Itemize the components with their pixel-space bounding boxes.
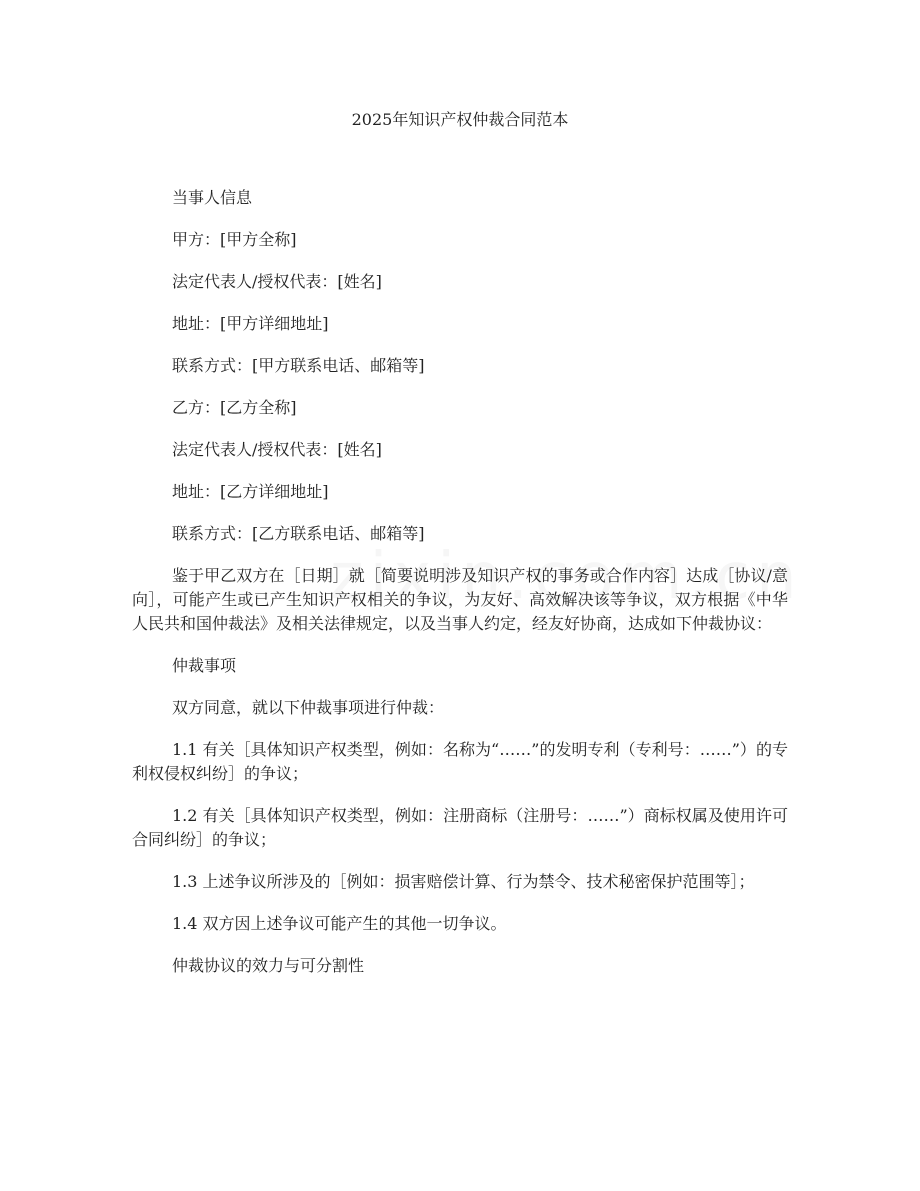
party-b-contact: 联系方式：[乙方联系电话、邮箱等] [172,524,425,543]
party-b-name: 乙方：[乙方全称] [172,398,297,417]
party-b-address: 地址：[乙方详细地址] [172,482,329,501]
party-a-contact: 联系方式：[甲方联系电话、邮箱等] [172,356,425,375]
section-heading-validity: 仲裁协议的效力与可分割性 [172,956,365,975]
clause-1-2: 1.2 有关［具体知识产权类型，例如：注册商标（注册号：……”）商标权属及使用许可合同纠纷］的争议； [132,806,788,849]
document-body [132,186,788,996]
clause-1-1: 1.1 有关［具体知识产权类型，例如：名称为“……”的发明专利（专利号：……”）的专利权侵权纠纷］的争议； [132,740,788,783]
party-a-representative: 法定代表人/授权代表：[姓名] [172,272,382,291]
party-a-address: 地址：[甲方详细地址] [172,314,329,333]
arbitration-intro: 双方同意，就以下仲裁事项进行仲裁： [172,698,445,717]
section-heading-parties: 当事人信息 [172,188,253,207]
document-title: 2025年知识产权仲裁合同范本 [351,110,569,129]
party-a-name: 甲方：[甲方全称] [172,230,297,249]
clause-1-3: 1.3 上述争议所涉及的［例如：损害赔偿计算、行为禁令、技术秘密保护范围等］； [172,872,755,891]
section-heading-arbitration-matters: 仲裁事项 [172,656,237,675]
clause-1-4: 1.4 双方因上述争议可能产生的其他一切争议。 [172,914,507,933]
preamble-paragraph: 鉴于甲乙双方在［日期］就［简要说明涉及知识产权的事务或合作内容］达成［协议/意向］，可能产生或已产生知识产权相关的争议，为友好、高效解决该等争议，双方根据《中华人民共和国仲裁法》及相关法律规定，以及当事人约定，经友好协商，达成如下仲裁协议： [132,566,788,633]
party-b-representative: 法定代表人/授权代表：[姓名] [172,440,382,459]
